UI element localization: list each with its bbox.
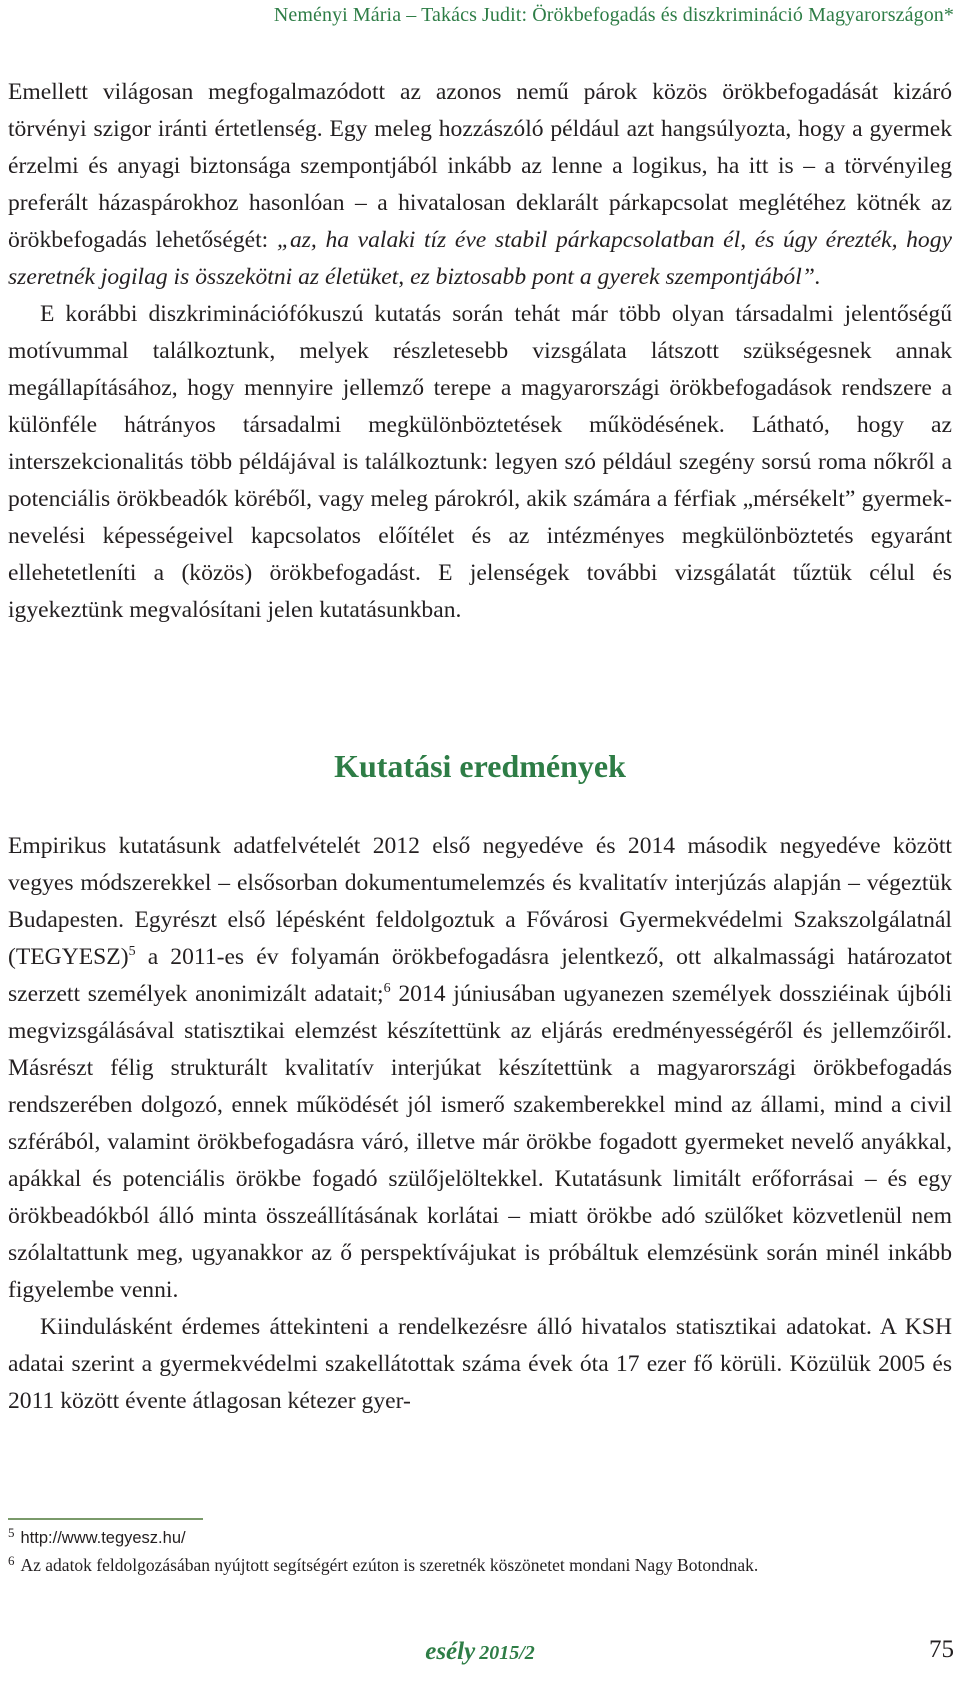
journal-footer xyxy=(0,1638,960,1666)
paragraph-text: Empirikus kutatásunk adatfelvételét 2012 első negyedéve és 2014 második negyedéve között vegyes módszerekkel – elsősorban dokumentumelemzés és kvalitatív interjúzás alapján – végeztük Budapesten. Egyrészt első lépésként feldolgoztuk a Fővárosi Gyermekvédelmi Szakszolgálatnál (TEGYESZ) xyxy=(8,833,952,970)
body-text-section-1 xyxy=(8,74,952,629)
footnote-ref-5[interactable]: 5 xyxy=(128,944,136,959)
paragraph-text: a 2011-es év folyamán örökbefogadásra jelentkező, ott alkalmassági határozatot szerzett személyek anonimizált adatait; xyxy=(8,944,952,1007)
footnote-text: Az adatok feldolgozásában nyújtott segítségért ezúton is szeretnék köszönetet mondani Nagy Botondnak. xyxy=(20,1555,759,1575)
paragraph-text: Emellett világosan megfogalmazódott az azonos nemű párok közös örökbefogadását kizáró törvényi szigor iránti értetlenség. Egy meleg hozzászóló például azt hangsúlyozta, hogy a gyermek érzelmi és anyagi biztonsága szempontjából inkább az lenne a logikus, ha itt is – a törvényileg preferált házaspárokhoz hasonlóan – a hivatalosan deklarált párkapcsolat meglétéhez kötnék az örökbefogadás lehetőségét: xyxy=(8,79,952,253)
journal-issue: 2015/2 xyxy=(479,1642,535,1664)
footnote-5 xyxy=(8,1524,952,1552)
page-number: 75 xyxy=(929,1636,954,1663)
running-header: Neményi Mária – Takács Judit: Örökbefogadás és diszkrimináció Magyarországon* xyxy=(273,4,954,26)
footnote-number: 6 xyxy=(8,1553,15,1568)
paragraph: Kiindulásként érdemes áttekinteni a rendelkezésre álló hivatalos statisztikai adatokat. A KSH adatai szerint a gyermekvédelmi szakellátottak száma évek óta 17 ezer fő körüli. Közülük 2005 és 2011 között évente átlagosan kétezer gyer- xyxy=(8,1314,952,1414)
footnote-6 xyxy=(8,1552,952,1579)
paragraph: E korábbi diszkriminációfókuszú kutatás során tehát már több olyan társadalmi jelentőségű motívummal találkoztunk, melyek részletesebb vizsgálata látszott szükségesnek annak megállapításához, hogy mennyire jellemző terepe a magyarországi örökbefogadások rendszere a különféle hátrányos társadalmi megkülönböztetések működésének. Látható, hogy az interszekcionalitás több példájával is találkoztunk: legyen szó például szegény sorsú roma nőkről a potenciális örökbeadók köréből, vagy meleg párokról, akik számára a férfiak „mérsékelt” gyermeknevelési képességeivel kapcsolatos előítélet és az intézményes megkülönböztetés egyaránt ellehetetleníti a (közös) örökbefogadást. E jelenségek további vizsgálatát tűztük célul és igyekeztünk megvalósítani jelen kutatásunkban. xyxy=(8,301,952,623)
footnote-number: 5 xyxy=(8,1525,15,1540)
footnotes xyxy=(8,1524,952,1579)
footnote-divider xyxy=(8,1518,203,1520)
body-text-section-2 xyxy=(8,828,952,1420)
paragraph xyxy=(8,74,952,296)
section-heading: Kutatási eredmények xyxy=(334,748,626,784)
footnote-link[interactable]: http://www.tegyesz.hu/ xyxy=(20,1529,186,1547)
paragraph-text: 2014 júniusában ugyanezen személyek dossziéinak újbóli megvizsgálásával statisztikai elemzést készítettünk az eljárás eredményességéről és jellemzőiről. Másrészt félig strukturált kvalitatív interjúkat készítettünk a magyarországi örökbefogadás rendszerében dolgozó, ennek működését jól ismerő szakemberekkel mind az állami, mind a civil szférából, valamint örökbefogadásra váró, illetve már örökbe fogadott gyermeket nevelő anyákkal, apákkal és potenciális örökbe fogadó szülőjelöltekkel. Kutatásunk limitált erőforrásai – és egy örökbeadókból álló minta összeállításának korlátai – miatt örökbe adó szülőket közvetlenül nem szólaltattunk meg, ugyanakkor az ő perspektívájukat is próbáltuk elemzésünk során minél inkább figyelembe venni. xyxy=(8,981,952,1303)
footnote-ref-6[interactable]: 6 xyxy=(383,981,391,996)
paragraph xyxy=(8,828,952,1309)
quote-text: „az, ha valaki tíz éve stabil párkapcsolatban él, és úgy érezték, hogy szeretnék jogilag is összekötni az életüket, ez biztosabb pont a gyerek szempontjából”. xyxy=(8,227,952,290)
journal-name: esély xyxy=(425,1638,476,1665)
